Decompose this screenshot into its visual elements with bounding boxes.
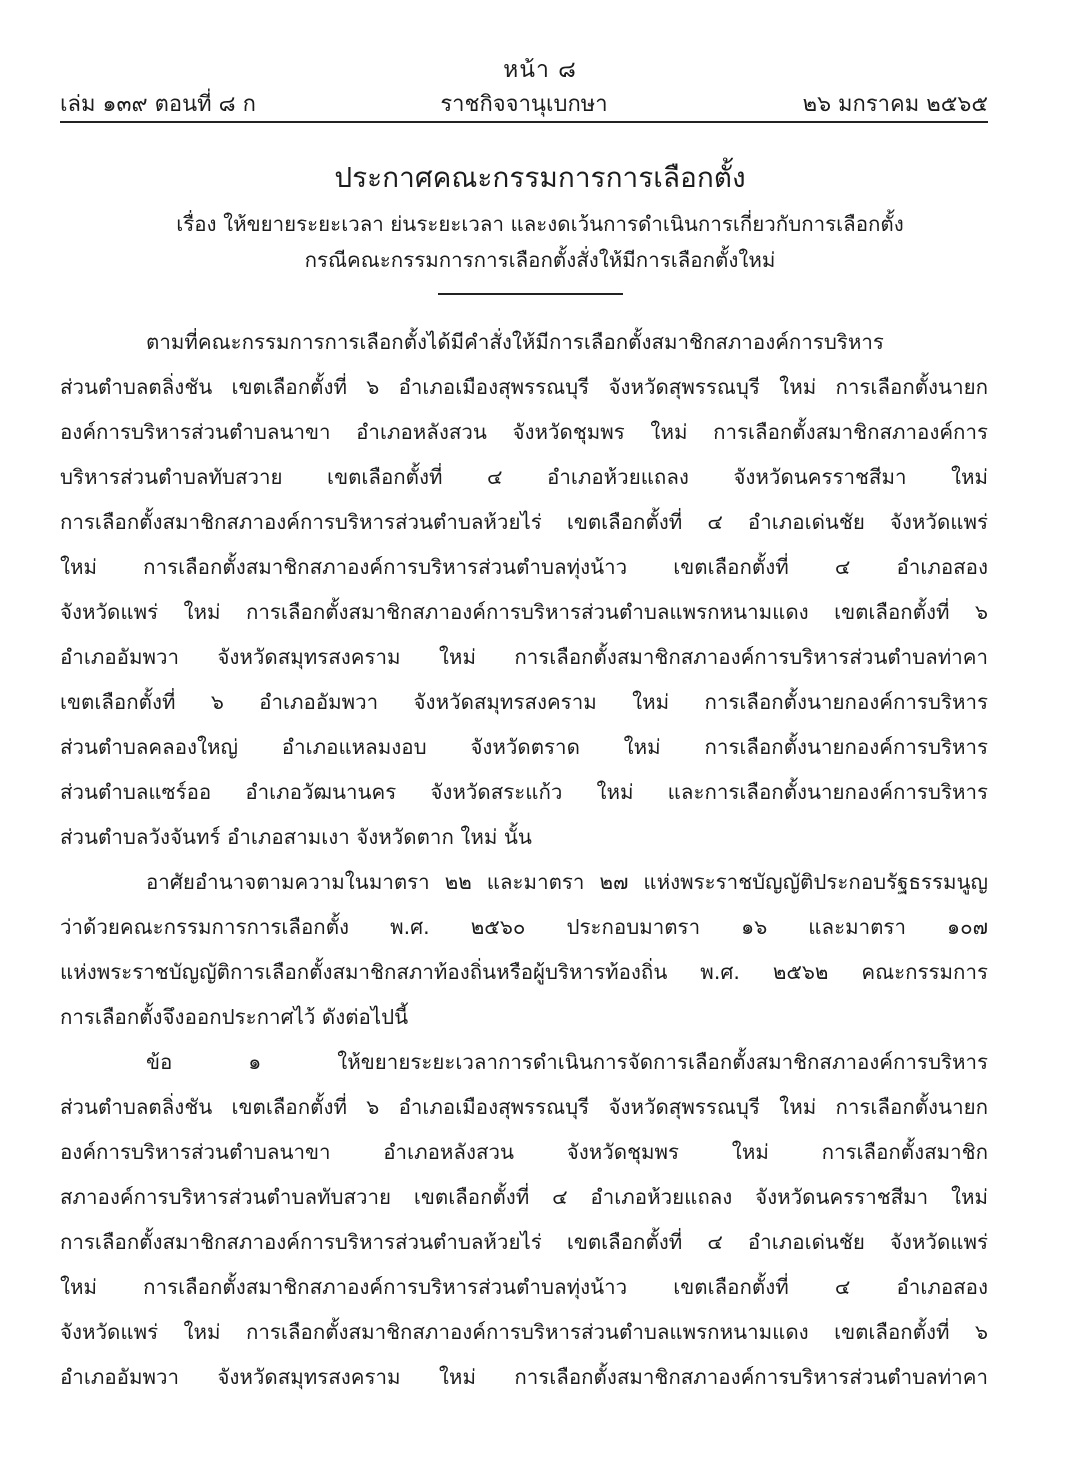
body-line: องค์การบริหารส่วนตำบลนาขา อำเภอหลังสวน จังหวัดชุมพร ใหม่ การเลือกตั้งสมาชิก	[60, 1140, 988, 1164]
body-line: อำเภออัมพวา จังหวัดสมุทรสงคราม ใหม่ การเลือกตั้งสมาชิกสภาองค์การบริหารส่วนตำบลท่าคา	[60, 645, 988, 669]
body-line: องค์การบริหารส่วนตำบลนาขา อำเภอหลังสวน จังหวัดชุมพร ใหม่ การเลือกตั้งสมาชิกสภาองค์การ	[60, 420, 988, 444]
body-line: สภาองค์การบริหารส่วนตำบลทับสวาย เขตเลือกตั้งที่ ๔ อำเภอห้วยแถลง จังหวัดนครราชสีมา ใหม่	[60, 1185, 988, 1209]
body-line: การเลือกตั้งสมาชิกสภาองค์การบริหารส่วนตำบลห้วยไร่ เขตเลือกตั้งที่ ๔ อำเภอเด่นชัย จังหวัดแพร่	[60, 510, 988, 534]
body-line: อำเภออัมพวา จังหวัดสมุทรสงคราม ใหม่ การเลือกตั้งสมาชิกสภาองค์การบริหารส่วนตำบลท่าคา	[60, 1365, 988, 1389]
body-line: ส่วนตำบลแซร์ออ อำเภอวัฒนานคร จังหวัดสระแก้ว ใหม่ และการเลือกตั้งนายกองค์การบริหาร	[60, 780, 988, 804]
body-line: บริหารส่วนตำบลทับสวาย เขตเลือกตั้งที่ ๔ อำเภอห้วยแถลง จังหวัดนครราชสีมา ใหม่	[60, 465, 988, 489]
body-line: ส่วนตำบลตลิ่งชัน เขตเลือกตั้งที่ ๖ อำเภอเมืองสุพรรณบุรี จังหวัดสุพรรณบุรี ใหม่ การเลือกตั้งนายก	[60, 375, 988, 399]
body-line: ว่าด้วยคณะกรรมการการเลือกตั้ง พ.ศ. ๒๕๖๐ ประกอบมาตรา ๑๖ และมาตรา ๑๐๗	[60, 915, 988, 939]
announcement-title: ประกาศคณะกรรมการการเลือกตั้ง	[334, 161, 746, 194]
body-line: เขตเลือกตั้งที่ ๖ อำเภออัมพวา จังหวัดสมุทรสงคราม ใหม่ การเลือกตั้งนายกองค์การบริหาร	[60, 690, 988, 714]
title-divider	[438, 293, 623, 295]
subject-line: เรื่อง ให้ขยายระยะเวลา ย่นระยะเวลา และงดเว้นการดำเนินการเกี่ยวกับการเลือกตั้ง	[176, 212, 904, 236]
body-line: ใหม่ การเลือกตั้งสมาชิกสภาองค์การบริหารส่วนตำบลทุ่งน้าว เขตเลือกตั้งที่ ๔ อำเภอสอง	[60, 555, 988, 579]
body-line: การเลือกตั้งจึงออกประกาศไว้ ดังต่อไปนี้	[60, 1005, 409, 1029]
header-divider	[60, 121, 988, 123]
page-number: หน้า ๘	[503, 57, 577, 83]
gazette-header	[60, 86, 988, 120]
body-line: ข้อ ๑ ให้ขยายระยะเวลาการดำเนินการจัดการเลือกตั้งสมาชิกสภาองค์การบริหาร	[146, 1050, 988, 1074]
announcement-body	[60, 320, 988, 1400]
body-line: ตามที่คณะกรรมการการเลือกตั้งได้มีคำสั่งให้มีการเลือกตั้งสมาชิกสภาองค์การบริหาร	[146, 330, 884, 354]
announcement-subject	[0, 206, 1080, 278]
subject-line: กรณีคณะกรรมการการเลือกตั้งสั่งให้มีการเลือกตั้งใหม่	[304, 248, 776, 272]
body-line: จังหวัดแพร่ ใหม่ การเลือกตั้งสมาชิกสภาองค์การบริหารส่วนตำบลแพรกหนามแดง เขตเลือกตั้งที่ ๖	[60, 1320, 988, 1344]
volume-issue: เล่ม ๑๓๙ ตอนที่ ๘ ก	[60, 92, 256, 117]
gazette-name: ราชกิจจานุเบกษา	[440, 92, 608, 117]
body-line: ส่วนตำบลวังจันทร์ อำเภอสามเงา จังหวัดตาก ใหม่ นั้น	[60, 825, 532, 849]
body-line: ใหม่ การเลือกตั้งสมาชิกสภาองค์การบริหารส่วนตำบลทุ่งน้าว เขตเลือกตั้งที่ ๔ อำเภอสอง	[60, 1275, 988, 1299]
body-line: ส่วนตำบลคลองใหญ่ อำเภอแหลมงอบ จังหวัดตราด ใหม่ การเลือกตั้งนายกองค์การบริหาร	[60, 735, 988, 759]
body-line: จังหวัดแพร่ ใหม่ การเลือกตั้งสมาชิกสภาองค์การบริหารส่วนตำบลแพรกหนามแดง เขตเลือกตั้งที่ ๖	[60, 600, 988, 624]
publication-date: ๒๖ มกราคม ๒๕๖๕	[802, 92, 988, 117]
body-line: อาศัยอำนาจตามความในมาตรา ๒๒ และมาตรา ๒๗ แห่งพระราชบัญญัติประกอบรัฐธรรมนูญ	[146, 870, 988, 894]
body-line: การเลือกตั้งสมาชิกสภาองค์การบริหารส่วนตำบลห้วยไร่ เขตเลือกตั้งที่ ๔ อำเภอเด่นชัย จังหวัดแพร่	[60, 1230, 988, 1254]
body-line: แห่งพระราชบัญญัติการเลือกตั้งสมาชิกสภาท้องถิ่นหรือผู้บริหารท้องถิ่น พ.ศ. ๒๕๖๒ คณะกรรมการ	[60, 960, 988, 984]
body-line: ส่วนตำบลตลิ่งชัน เขตเลือกตั้งที่ ๖ อำเภอเมืองสุพรรณบุรี จังหวัดสุพรรณบุรี ใหม่ การเลือกตั้งนายก	[60, 1095, 988, 1119]
